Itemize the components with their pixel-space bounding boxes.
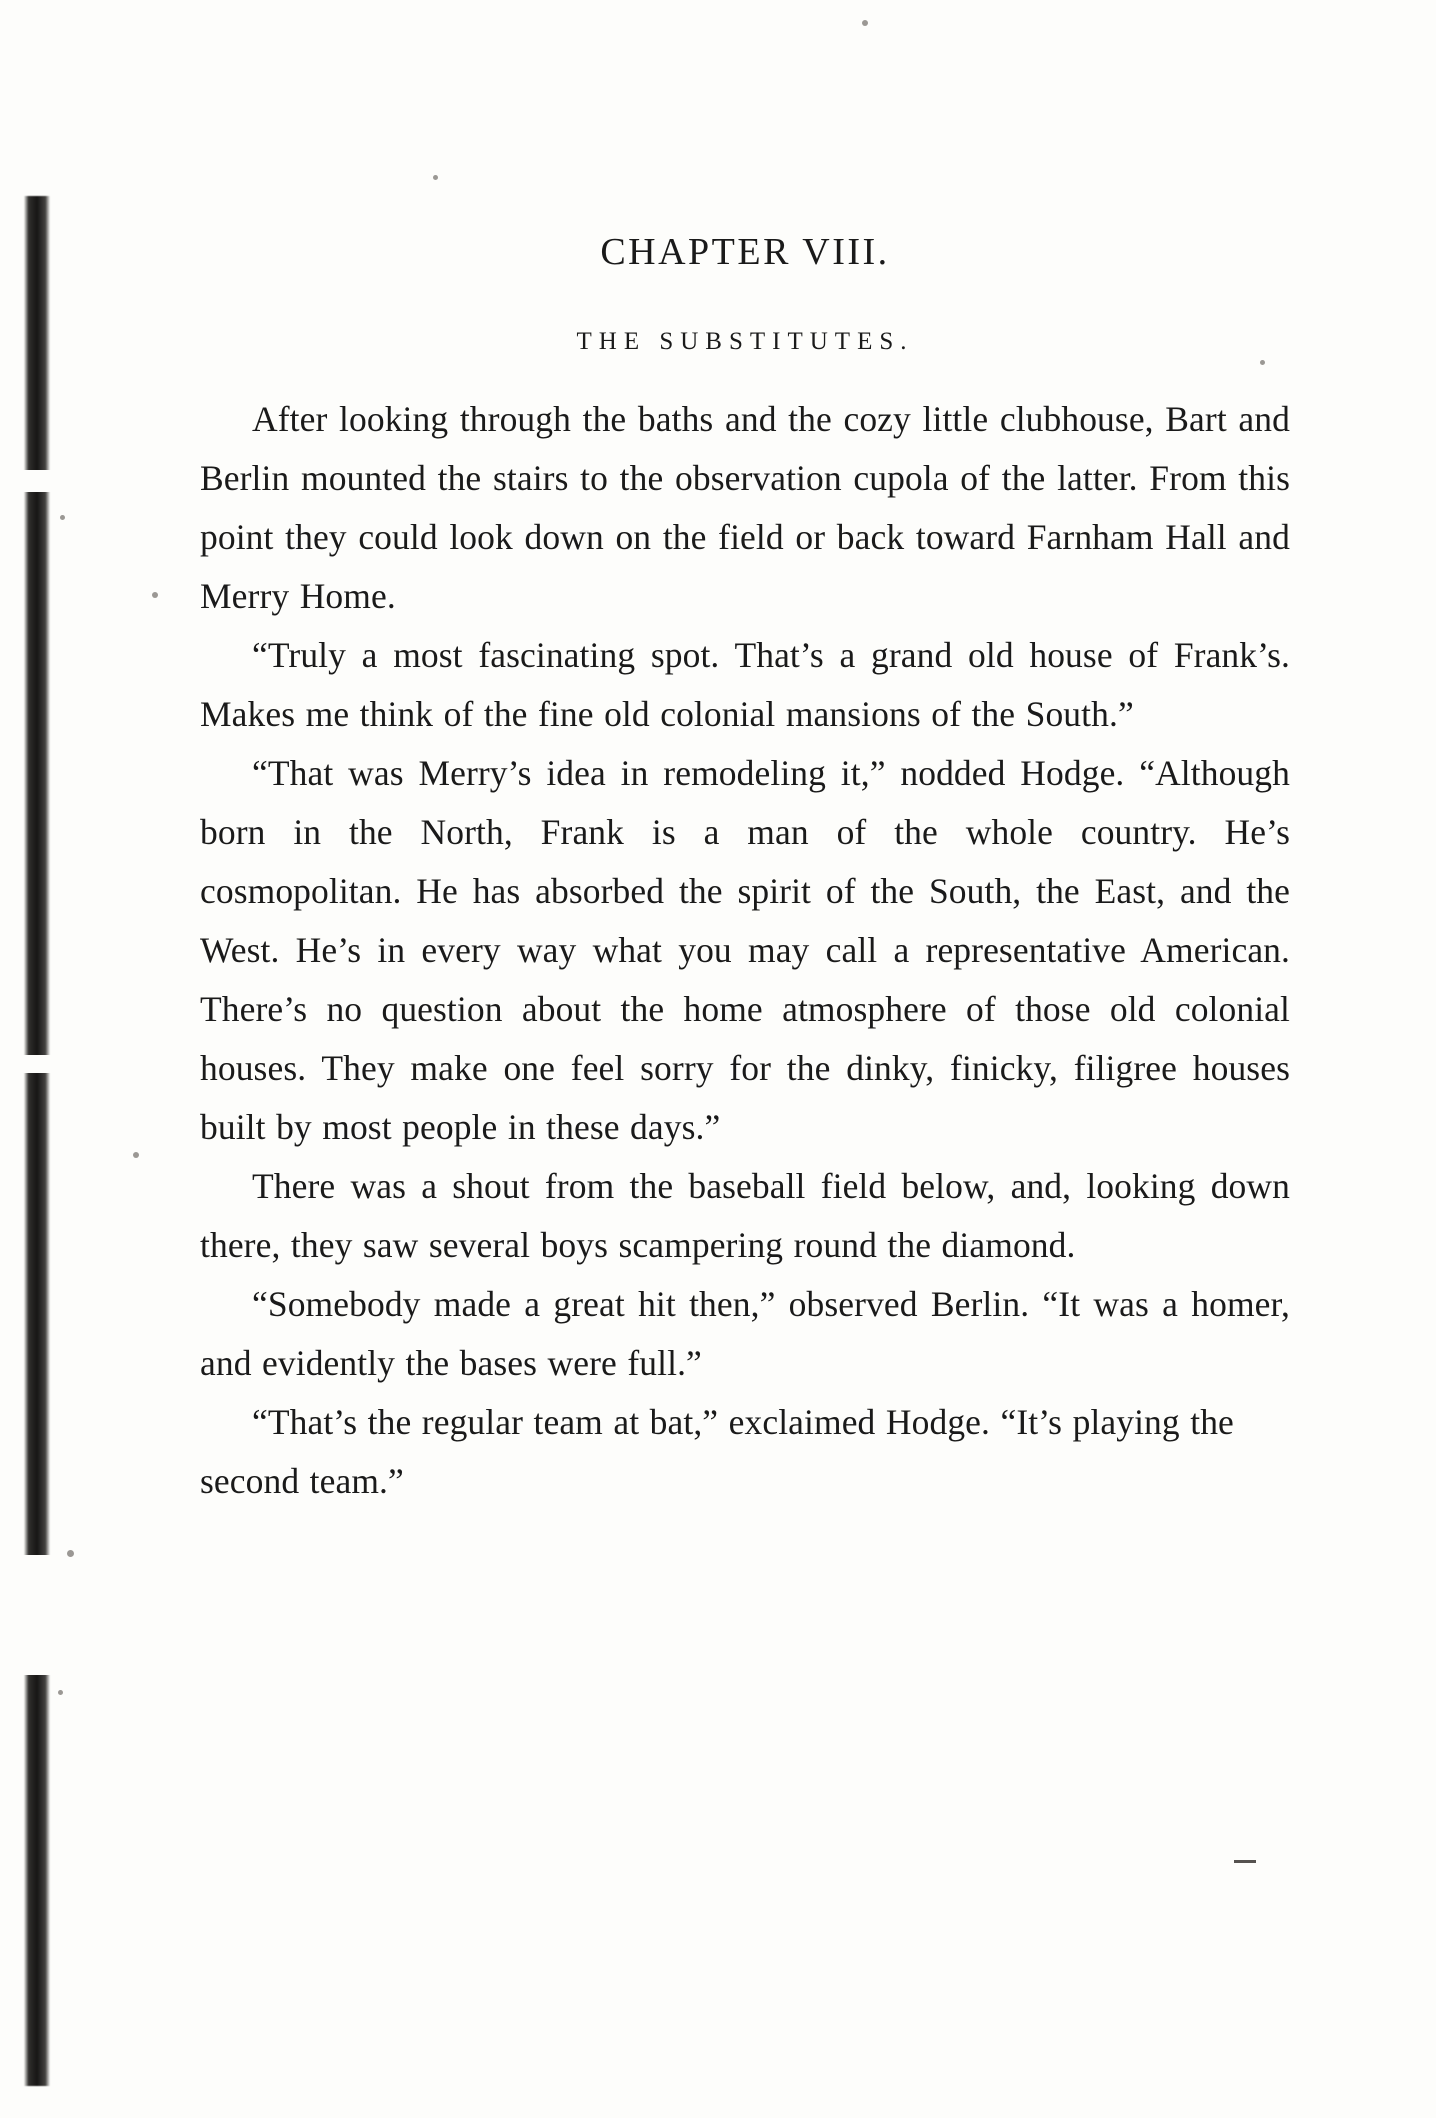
scan-speck: [152, 592, 158, 598]
binding-shadow-gap: [18, 1055, 58, 1073]
chapter-heading: CHAPTER VIII.: [600, 231, 890, 273]
paragraph: There was a shout from the baseball field below, and, looking down there, they saw several boys scampering round the diamond.: [200, 1166, 1290, 1265]
scan-speck: [133, 1152, 139, 1158]
binding-shadow-gap: [18, 470, 58, 492]
paragraph: After looking through the baths and the cozy little clubhouse, Bart and Berlin mounted the stairs to the observation cupola of the latter. From this point they could look down on the field or back toward Farnham Hall and Merry Home.: [200, 399, 1290, 616]
paragraph: “That was Merry’s idea in remodeling it,” nodded Hodge. “Although born in the North, Frank is a man of the whole country. He’s cosmopolitan. He has absorbed the spirit of the South, the East, and the West. He’s in every way what you may call a representative American. There’s no question about the home atmosphere of those old colonial houses. They make one feel sorry for the dinky, finicky, filigree houses built by most people in these days.”: [200, 753, 1290, 1147]
paragraph: “Somebody made a great hit then,” observed Berlin. “It was a homer, and evidently the bases were full.”: [200, 1284, 1290, 1383]
binding-shadow-gap: [18, 1555, 58, 1675]
scan-speck: [862, 20, 868, 26]
scan-speck: [67, 1550, 74, 1557]
paragraph: “That’s the regular team at bat,” exclaimed Hodge. “It’s playing the second team.”: [200, 1402, 1234, 1501]
scan-speck: [58, 1690, 63, 1695]
scan-speck: [60, 515, 65, 520]
scan-dash-artifact: [1234, 1860, 1256, 1863]
section-heading: THE SUBSTITUTES.: [576, 328, 914, 355]
page-content: [200, 150, 1290, 1511]
body-text: [200, 390, 1290, 1511]
paragraph: “Truly a most fascinating spot. That’s a grand old house of Frank’s. Makes me think of the fine old colonial mansions of the South.”: [200, 635, 1290, 734]
